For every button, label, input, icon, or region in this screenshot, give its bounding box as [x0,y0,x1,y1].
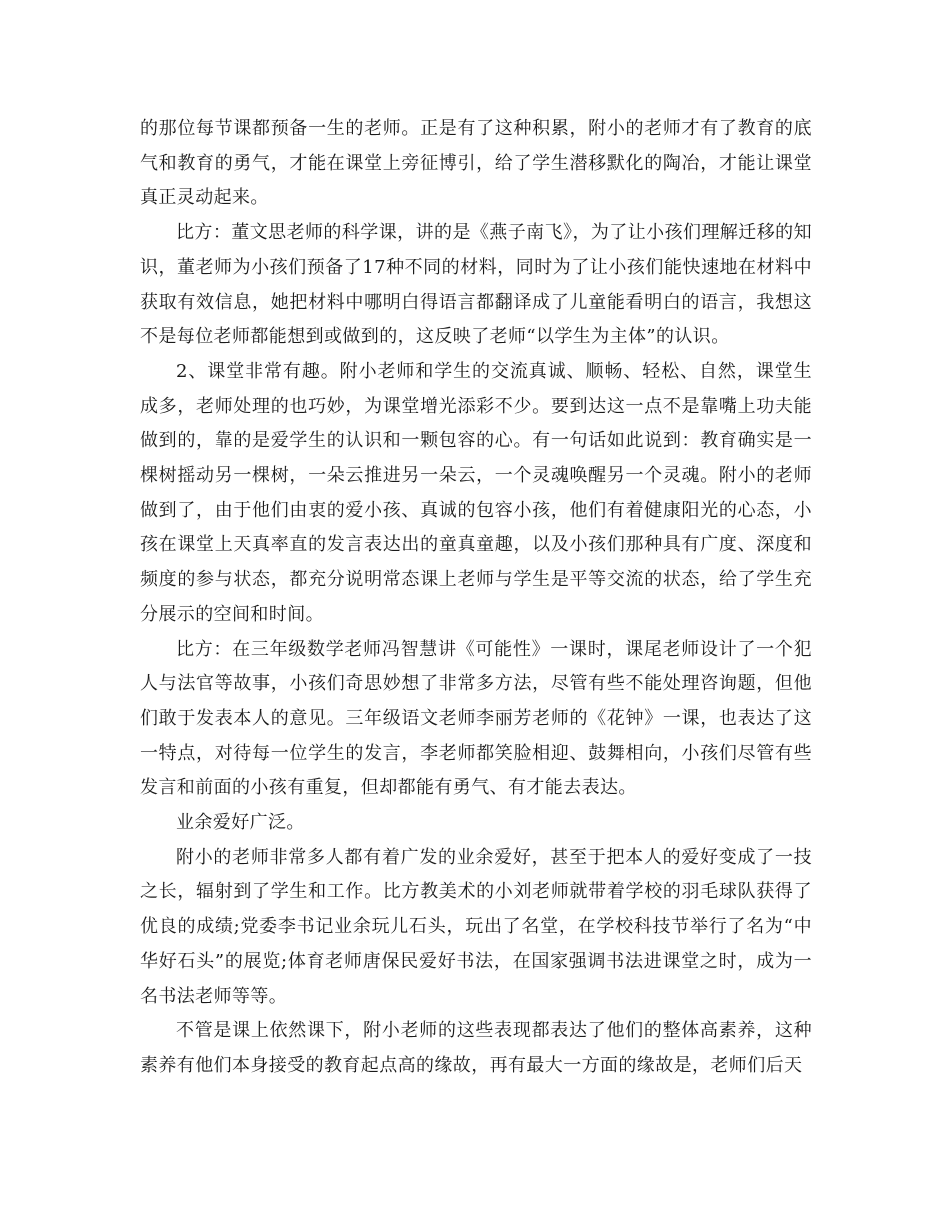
paragraph: 的那位每节课都预备一生的老师。正是有了这种积累，附小的老师才有了教育的底气和教育的勇气，才能在课堂上旁征博引，给了学生潜移默化的陶冶，才能让课堂真正灵动起来。 [140,118,812,209]
paragraph: 不管是课上依然课下，附小老师的这些表现都表达了他们的整体高素养，这种素养有他们本身接受的教育起点高的缘故，再有最大一方面的缘故是，老师们后天 [140,1020,812,1076]
paragraph: 业余爱好广泛。 [176,812,305,834]
paragraph: 附小的老师非常多人都有着广发的业余爱好，甚至于把本人的爱好变成了一技之长，辐射到了学生和工作。比方教美术的小刘老师就带着学校的羽毛球队获得了优良的成绩;党委李书记业余玩儿石头，玩出了名堂，在学校科技节举行了名为“中华好石头”的展览;体育老师唐保民爱好书法，在国家强调书法进课堂之时，成为一名书法老师等等。 [140,846,812,1007]
paragraph: 比方：董文思老师的科学课，讲的是《燕子南飞》，为了让小孩们理解迁移的知识，董老师为小孩们预备了17种不同的材料，同时为了让小孩们能快速地在材料中获取有效信息，她把材料中哪明白得语言都翻译成了儿童能看明白的语言，我想这不是每位老师都能想到或做到的，这反映了老师“以学生为主体”的认识。 [140,222,812,348]
paragraph: 比方：在三年级数学老师冯智慧讲《可能性》一课时，课尾老师设计了一个犯人与法官等故事，小孩们奇思妙想了非常多方法，尽管有些不能处理咨询题，但他们敢于发表本人的意见。三年级语文老师李丽芳老师的《花钟》一课，也表达了这一特点，对待每一位学生的发言，李老师都笑脸相迎、鼓舞相向，小孩们尽管有些发言和前面的小孩有重复，但却都能有勇气、有才能去表达。 [140,638,812,799]
document-body [140,112,812,1084]
paragraph: 2、课堂非常有趣。附小老师和学生的交流真诚、顺畅、轻松、自然，课堂生成多，老师处理的也巧妙，为课堂增光添彩不少。要到达这一点不是靠嘴上功夫能做到的，靠的是爱学生的认识和一颗包容的心。有一句话如此说到：教育确实是一棵树摇动另一棵树，一朵云推进另一朵云，一个灵魂唤醒另一个灵魂。附小的老师做到了，由于他们由衷的爱小孩、真诚的包容小孩，他们有着健康阳光的心态，小孩在课堂上天真率直的发言表达出的童真童趣，以及小孩们那种具有广度、深度和频度的参与状态，都充分说明常态课上老师与学生是平等交流的状态，给了学生充分展示的空间和时间。 [140,360,812,625]
